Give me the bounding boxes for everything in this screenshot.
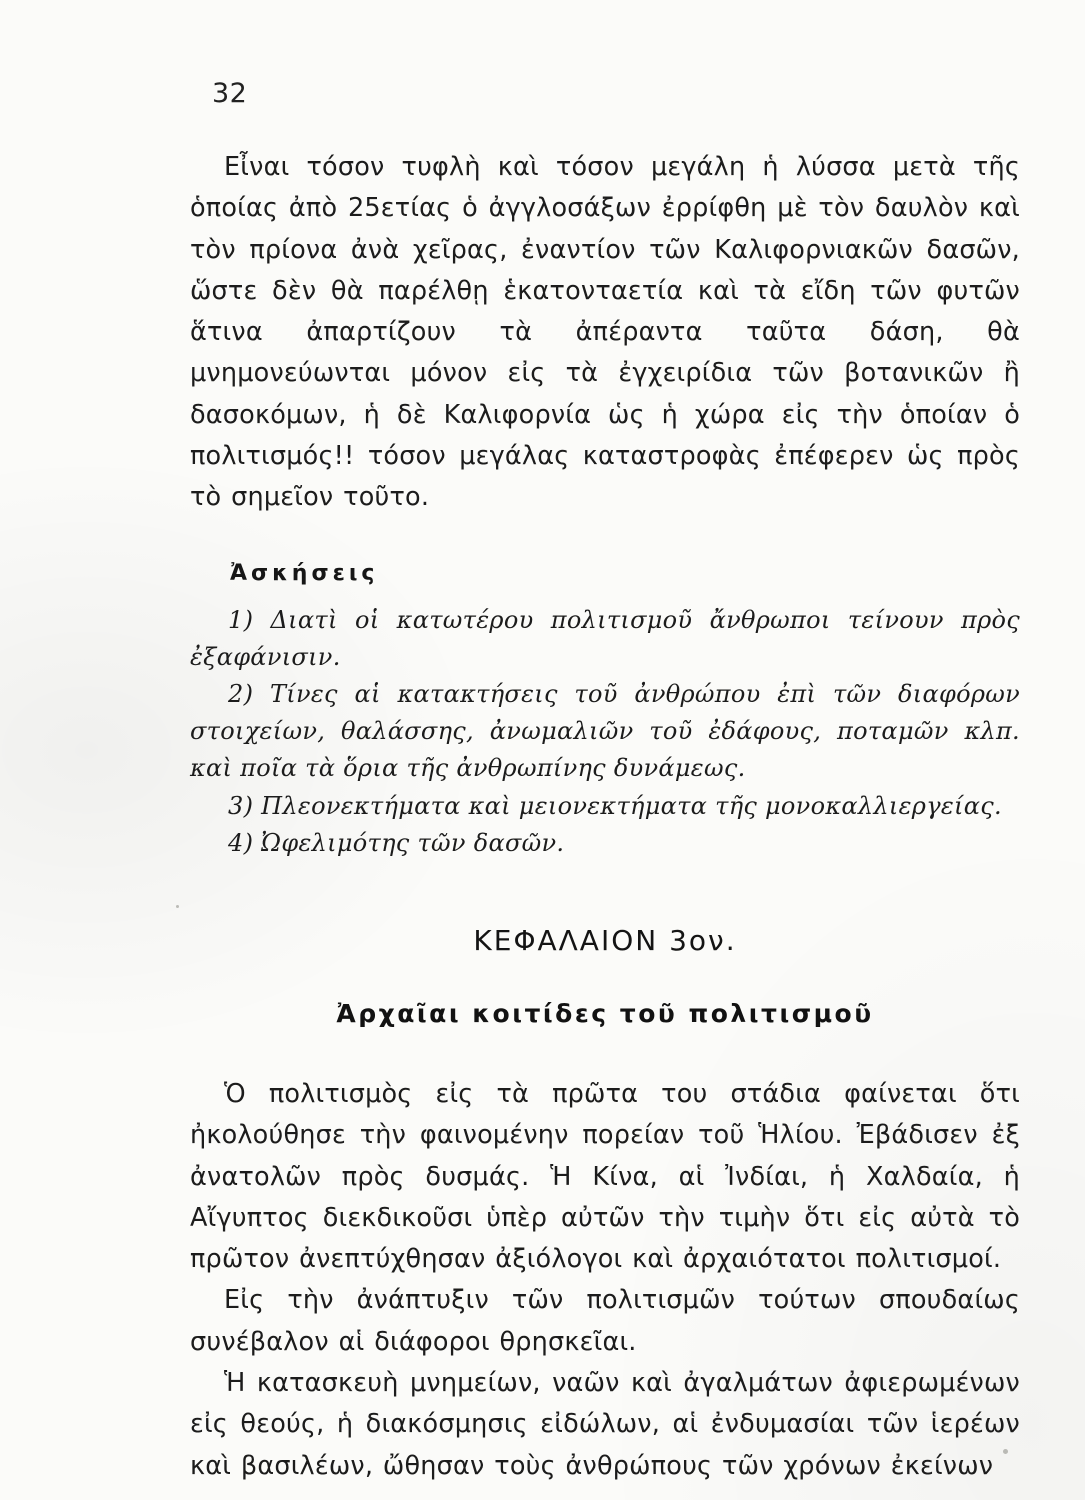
page-speck — [176, 905, 179, 908]
chapter-paragraph: Εἰς τὴν ἀνάπτυξιν τῶν πολιτισμῶν τούτων σπουδαίως συνέβαλον αἱ διάφοροι θρησκεῖαι. — [190, 1285, 1020, 1357]
chapter-paragraph: Ὁ πολιτισμὸς εἰς τὰ πρῶτα του στάδια φαίνεται ὅτι ἠκολούθησε τὴν φαινομένην πορείαν τοῦ Ἡλίου. Ἐβάδισεν ἐξ ἀνατολῶν πρὸς δυσμάς. Ἡ Κίνα, αἱ Ἰνδίαι, ἡ Χαλδαία, ἡ Αἴγυπτος διεκδικοῦσι ὑπὲρ αὐτῶν τὴν τιμὴν ὅτι εἰς αὐτὰ τὸ πρῶτον ἀνεπτύχθησαν ἀξιόλογοι καὶ ἀρχαιότατοι πολιτισμοί. — [190, 1078, 1020, 1275]
list-item: 1) Διατὶ οἱ κατωτέρου πολιτισμοῦ ἄνθρωποι τείνουν πρὸς ἐξαφάνισιν. — [190, 605, 1020, 671]
chapter-body — [190, 1074, 1020, 1487]
chapter-paragraph: Ἡ κατασκευὴ μνημείων, ναῶν καὶ ἀγαλμάτων ἀφιερωμένων εἰς θεούς, ἡ διακόσμησις εἰδώλων, αἱ ἐνδυμασίαι τῶν ἱερέων καὶ βασιλέων, ὤθησαν τοὺς ἀνθρώπους τῶν χρόνων ἐκείνων — [190, 1368, 1020, 1481]
list-item: 4) Ὠφελιμότης τῶν δασῶν. — [228, 828, 565, 857]
chapter-title: Ἀρχαῖαι κοιτίδες τοῦ πολιτισμοῦ — [336, 998, 874, 1028]
intro-paragraph-block — [190, 147, 1020, 519]
list-item: 3) Πλεονεκτήματα καὶ μειονεκτήματα τῆς μονοκαλλιεργείας. — [228, 791, 1002, 820]
page-number: 32 — [212, 78, 248, 109]
exercises-heading: Ἀσκήσεις — [230, 560, 379, 586]
chapter-heading: ΚΕΦΑΛΑΙΟΝ 3ον. — [473, 923, 737, 957]
exercises-list — [190, 602, 1020, 862]
intro-paragraph: Εἶναι τόσον τυφλὴ καὶ τόσον μεγάλη ἡ λύσσα μετὰ τῆς ὁποίας ἀπὸ 25ετίας ὁ ἀγγλοσάξων ἐρρίφθη μὲ τὸν δαυλὸν καὶ τὸν πρίονα ἀνὰ χεῖρας, ἐναντίον τῶν Καλιφορνιακῶν δασῶν, ὥστε δὲν θὰ παρέλθῃ ἑκατονταετία καὶ τὰ εἴδη τῶν φυτῶν ἅτινα ἀπαρτίζουν τὰ ἀπέραντα ταῦτα δάση, θὰ μνημονεύωνται μόνον εἰς τὰ ἐγχειρίδια τῶν βοτανικῶν ἢ δασοκόμων, ἡ δὲ Καλιφορνία ὡς ἡ χώρα εἰς τὴν ὁποίαν ὁ πολιτισμός!! τόσον μεγάλας καταστροφὰς ἐπέφερεν ὡς πρὸς τὸ σημεῖον τοῦτο. — [190, 152, 1020, 513]
page-content — [190, 78, 1020, 1487]
list-item: 2) Τίνες αἱ κατακτήσεις τοῦ ἀνθρώπου ἐπὶ τῶν διαφόρων στοιχείων, θαλάσσης, ἀνωμαλιῶν τοῦ ἐδάφους, ποταμῶν κλπ. καὶ ποῖα τὰ ὅρια τῆς ἀνθρωπίνης δυνάμεως. — [190, 680, 1020, 783]
